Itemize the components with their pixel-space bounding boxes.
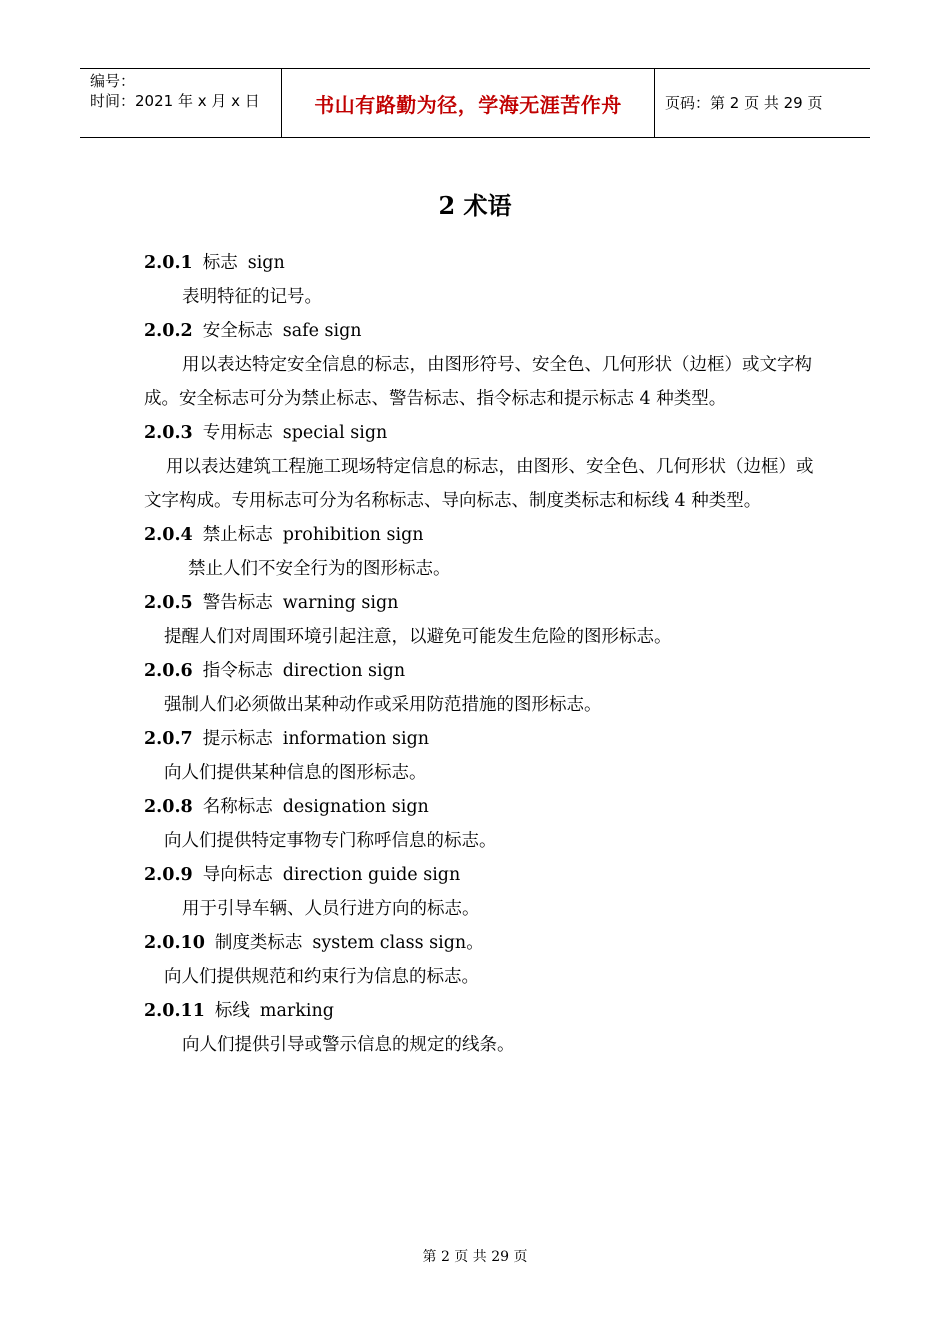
term-heading	[144, 994, 814, 1028]
term-definition: 向人们提供特定事物专门称呼信息的标志。	[164, 831, 497, 851]
term-definition: 用以表达建筑工程施工现场特定信息的标志，由图形、安全色、几何形状（边框）或文字构成。专用标志可分为名称标志、导向标志、制度类标志和标线 4 种类型。	[144, 457, 814, 511]
term-number: 2.0.4	[144, 525, 193, 545]
header-page-cell	[655, 69, 870, 137]
term-definition: 提醒人们对周围环境引起注意，以避免可能发生危险的图形标志。	[164, 627, 672, 647]
term-number: 2.0.10	[144, 933, 205, 953]
term-cn: 专用标志	[202, 423, 273, 443]
term-cn: 制度类标志	[214, 933, 303, 953]
term-heading	[144, 654, 814, 688]
term-cn: 名称标志	[202, 797, 273, 817]
header-info-cell	[80, 69, 280, 137]
term-en: direction sign	[282, 661, 406, 681]
page-label: 页码：第 2 页 共 29 页	[665, 94, 823, 112]
term-cn: 禁止标志	[202, 525, 273, 545]
term-number: 2.0.2	[144, 321, 193, 341]
term-number: 2.0.6	[144, 661, 193, 681]
term-en: designation sign	[282, 797, 429, 817]
term-cn: 标线	[214, 1001, 250, 1021]
motto: 书山有路勤为径，学海无涯苦作舟	[314, 93, 622, 117]
number-label: 编号：	[90, 72, 136, 90]
term-heading	[144, 722, 814, 756]
term-number: 2.0.11	[144, 1001, 205, 1021]
term-heading	[144, 246, 814, 280]
term-definition: 向人们提供规范和约束行为信息的标志。	[164, 967, 479, 987]
term-heading	[144, 586, 814, 620]
time-label: 时间：2021 年 x 月 x 日	[90, 92, 260, 110]
term-number: 2.0.9	[144, 865, 193, 885]
term-cn: 导向标志	[202, 865, 273, 885]
term-cn: 警告标志	[202, 593, 273, 613]
term-heading	[144, 314, 814, 348]
term-heading	[144, 790, 814, 824]
term-definition: 强制人们必须做出某种动作或采用防范措施的图形标志。	[164, 695, 602, 715]
term-cn: 安全标志	[202, 321, 273, 341]
term-en: sign	[247, 253, 285, 273]
term-heading	[144, 858, 814, 892]
term-definition: 向人们提供引导或警示信息的规定的线条。	[182, 1035, 515, 1055]
term-cn: 提示标志	[202, 729, 273, 749]
term-number: 2.0.3	[144, 423, 193, 443]
header-motto-cell	[281, 69, 655, 137]
term-definition: 禁止人们不安全行为的图形标志。	[188, 559, 451, 579]
term-number: 2.0.1	[144, 253, 193, 273]
term-en: warning sign	[282, 593, 399, 613]
term-en: marking	[259, 1001, 334, 1021]
term-en: safe sign	[282, 321, 362, 341]
section-title: 2 术语	[438, 191, 512, 220]
term-en: special sign	[282, 423, 388, 443]
term-en: system class sign。	[312, 933, 484, 953]
page-footer: 第 2 页 共 29 页	[422, 1249, 528, 1265]
term-heading	[144, 416, 814, 450]
term-heading	[144, 518, 814, 552]
term-cn: 标志	[202, 253, 238, 273]
page-header	[80, 68, 870, 138]
term-heading	[144, 926, 814, 960]
term-en: prohibition sign	[282, 525, 424, 545]
term-en: information sign	[282, 729, 430, 749]
term-number: 2.0.7	[144, 729, 193, 749]
term-definition: 表明特征的记号。	[182, 287, 322, 307]
term-number: 2.0.8	[144, 797, 193, 817]
term-definition: 用于引导车辆、人员行进方向的标志。	[182, 899, 480, 919]
term-en: direction guide sign	[282, 865, 461, 885]
term-cn: 指令标志	[202, 661, 273, 681]
terms-list	[144, 246, 814, 1062]
term-number: 2.0.5	[144, 593, 193, 613]
term-definition: 向人们提供某种信息的图形标志。	[164, 763, 427, 783]
term-definition: 用以表达特定安全信息的标志，由图形符号、安全色、几何形状（边框）或文字构成。安全标志可分为禁止标志、警告标志、指令标志和提示标志 4 种类型。	[144, 355, 812, 409]
